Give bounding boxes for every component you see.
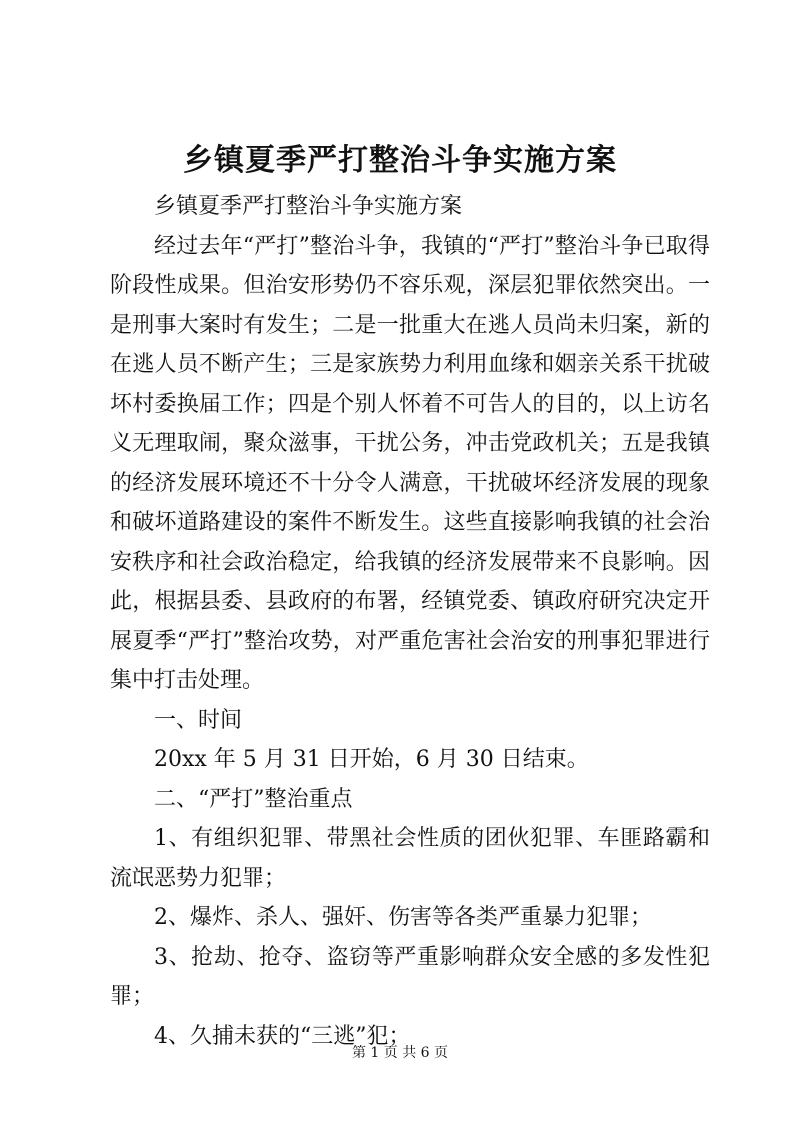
intro-paragraph: 经过去年“严打”整治斗争，我镇的“严打”整治斗争已取得阶段性成果。但治安形势仍不容乐观，深层犯罪依然突出。一是刑事大案时有发生；二是一批重大在逃人员尚未归案，新的在逃人员不断产生；三是家族势力利用血缘和姻亲关系干扰破坏村委换届工作；四是个别人怀着不可告人的目的，以上访名义无理取闹，聚众滋事，干扰公务，冲击党政机关；五是我镇的经济发展环境还不十分令人满意，干扰破坏经济发展的现象和破坏道路建设的案件不断发生。这些直接影响我镇的社会治安秩序和社会政治稳定，给我镇的经济发展带来不良影响。因此，根据县委、县政府的布署，经镇党委、镇政府研究决定开展夏季“严打”整治攻势，对严重危害社会治安的刑事犯罪进行集中打击处理。 xyxy=(110,233,710,693)
focus-item-1: 1、有组织犯罪、带黑社会性质的团伙犯罪、车匪路霸和流氓恶势力犯罪； xyxy=(110,826,710,891)
document-body xyxy=(110,187,710,1056)
focus-item-3: 3、抢劫、抢夺、盗窃等严重影响群众安全感的多发性犯罪； xyxy=(110,944,710,1009)
focus-item-4: 4、久捕未获的“三逃”犯； xyxy=(154,1023,411,1049)
section-heading-focus: 二、“严打”整治重点 xyxy=(154,786,353,812)
subtitle-paragraph: 乡镇夏季严打整治斗争实施方案 xyxy=(154,194,463,219)
section-heading-time: 一、时间 xyxy=(154,707,243,733)
time-paragraph: 20xx 年 5 月 31 日开始，6 月 30 日结束。 xyxy=(154,747,589,772)
page-number-footer: 第 1 页 共 6 页 xyxy=(351,1045,449,1061)
focus-item-2: 2、爆炸、杀人、强奸、伤害等各类严重暴力犯罪； xyxy=(154,905,652,930)
document-title: 乡镇夏季严打整治斗争实施方案 xyxy=(183,143,617,178)
